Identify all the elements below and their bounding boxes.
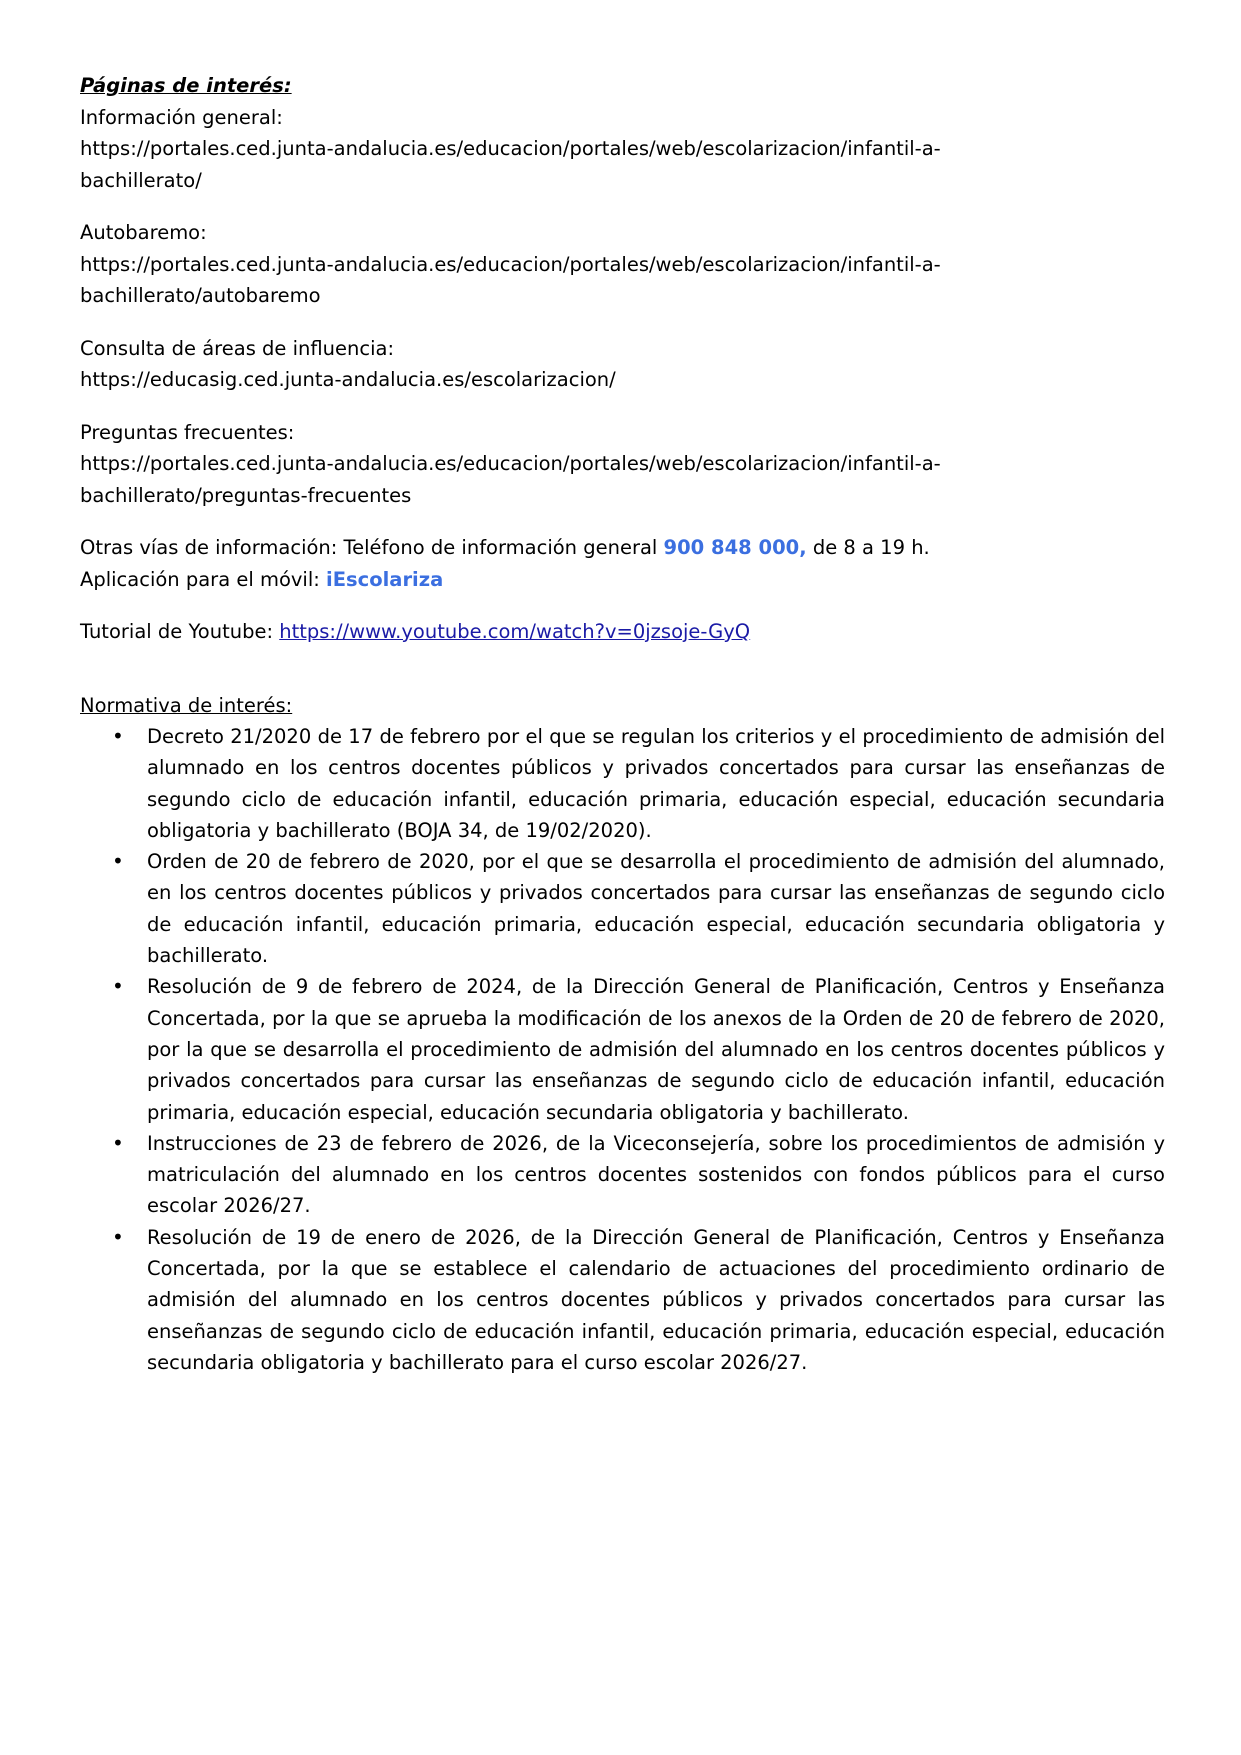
info-general-url-line1: https://portales.ced.junta-andalucia.es/educacion/portales/web/escolarizacion/infantil-a- [80,137,941,160]
app-name: iEscolariza [326,567,444,591]
telefono-line [80,532,1165,564]
areas-influencia-url: https://educasig.ced.junta-andalucia.es/escolarizacion/ [80,368,616,391]
app-line [80,564,1165,596]
autobaremo-block [80,217,1165,312]
info-general-block [80,102,1165,197]
autobaremo-url-line2: bachillerato/autobaremo [80,284,321,307]
telefono-number: 900 848 000, [663,536,807,559]
autobaremo-label: Autobaremo: [80,221,207,244]
tutorial-line [80,616,1165,648]
paginas-heading: Páginas de interés: [80,74,292,97]
info-general-label: Información general: [80,105,283,129]
autobaremo-url-line1: https://portales.ced.junta-andalucia.es/educacion/portales/web/escolarizacion/infantil-a- [80,252,941,276]
otras-vias-block [80,532,1165,595]
normativa-item: • Instrucciones de 23 de febrero de 2026, de la Viceconsejería, sobre los procedimientos de admisión y matriculación del alumnado en los centros docentes sostenidos con fondos públicos para el curso escolar 2026/27. [80,1128,1165,1222]
preguntas-frecuentes-label: Preguntas frecuentes: [80,420,295,444]
normativa-list [80,721,1165,1378]
normativa-item: • Decreto 21/2020 de 17 de febrero por el que se regulan los criterios y el procedimiento de admisión del alumnado en los centros docentes públicos y privados concertados para cursar las enseñanzas de segundo ciclo de educación infantil, educación primaria, educación especial, educación secundaria obligatoria y bachillerato (BOJA 34, de 19/02/2020). [80,721,1165,846]
areas-influencia-block [80,333,1165,396]
areas-influencia-label: Consulta de áreas de influencia: [80,336,395,360]
normativa-item: • Resolución de 9 de febrero de 2024, de la Dirección General de Planificación, Centros y Enseñanza Concertada, por la que se aprueba la modificación de los anexos de la Orden de 20 de febrero de 2020, por la que se desarrolla el procedimiento de admisión del alumnado en los centros docentes públicos y privados concertados para cursar las enseñanzas de segundo ciclo de educación infantil, educación primaria, educación especial, educación secundaria obligatoria y bachillerato. [80,971,1165,1127]
preguntas-frecuentes-url-line2: bachillerato/preguntas-frecuentes [80,483,412,507]
normativa-item: • Resolución de 19 de enero de 2026, de la Dirección General de Planificación, Centros y Enseñanza Concertada, por la que se establece el calendario de actuaciones del procedimiento ordinario de admisión del alumnado en los centros docentes públicos y privados concertados para cursar las enseñanzas de segundo ciclo de educación infantil, educación primaria, educación especial, educación secundaria obligatoria y bachillerato para el curso escolar 2026/27. [80,1222,1165,1378]
preguntas-frecuentes-block [80,417,1165,512]
info-general-url-line2: bachillerato/ [80,168,202,192]
document-page [80,70,1165,1378]
telefono-suffix: de 8 a 19 h. [806,536,930,559]
telefono-prefix: Otras vías de información: Teléfono de información general [80,536,664,559]
preguntas-frecuentes-url-line1: https://portales.ced.junta-andalucia.es/educacion/portales/web/escolarizacion/infantil-a- [80,452,941,475]
tutorial-label: Tutorial de Youtube: [80,620,280,643]
youtube-tutorial-link[interactable]: https://www.youtube.com/watch?v=0jzsoje-GyQ [279,620,751,643]
normativa-heading: Normativa de interés: [80,693,293,717]
app-prefix: Aplicación para el móvil: [80,567,327,591]
normativa-item: • Orden de 20 de febrero de 2020, por el que se desarrolla el procedimiento de admisión del alumnado, en los centros docentes públicos y privados concertados para cursar las enseñanzas de segundo ciclo de educación infantil, educación primaria, educación especial, educación secundaria obligatoria y bachillerato. [80,846,1165,971]
